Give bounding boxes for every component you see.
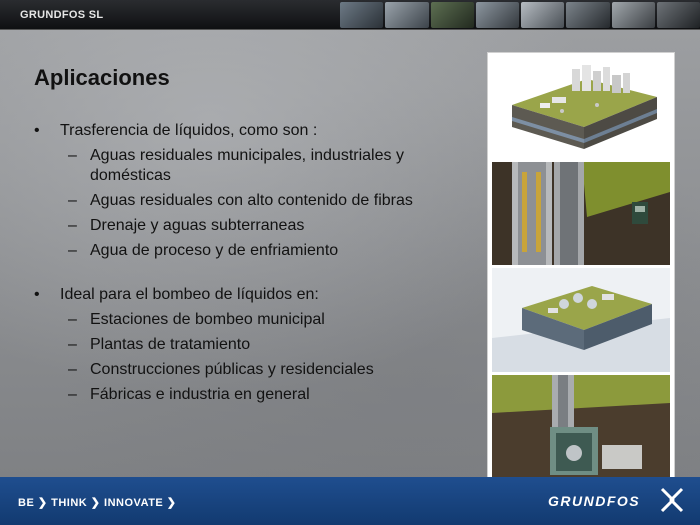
- sub-item-text: Plantas de tratamiento: [90, 336, 251, 353]
- dash-mark: –: [68, 311, 77, 328]
- dash-mark: –: [68, 147, 77, 164]
- sub-item-text: Aguas residuales con alto contenido de fibras: [90, 192, 413, 209]
- treatment-plant-image: [492, 268, 670, 372]
- dash-mark: –: [68, 242, 77, 259]
- brand-name: GRUNDFOS SL: [20, 9, 104, 21]
- bullet-item: [34, 121, 474, 141]
- sub-item-text: Aguas residuales municipales, industriales y domésticas: [90, 147, 404, 184]
- sub-item-text: Fábricas e industria en general: [90, 386, 310, 403]
- top-bar: [0, 0, 700, 30]
- dash-mark: –: [68, 217, 77, 234]
- sub-item: [34, 241, 474, 261]
- bullet-item: [34, 285, 474, 305]
- sub-item-text: Drenaje y aguas subterraneas: [90, 217, 305, 234]
- slide-content: [34, 121, 474, 405]
- pump-pit-image: [492, 375, 670, 483]
- sub-item: [34, 335, 474, 355]
- slide-area: [0, 30, 700, 477]
- sub-item: [34, 216, 474, 236]
- bullet-text: Trasferencia de líquidos, como son :: [60, 122, 318, 139]
- sub-item-text: Estaciones de bombeo municipal: [90, 311, 325, 328]
- dash-mark: –: [68, 192, 77, 209]
- dash-mark: –: [68, 386, 77, 403]
- header-photo-strip: [340, 2, 700, 28]
- dash-mark: –: [68, 336, 77, 353]
- grundfos-x-logo-icon: [658, 485, 686, 515]
- image-column: [487, 52, 675, 489]
- bullet-text: Ideal para el bombeo de líquidos en:: [60, 286, 319, 303]
- pump-station-image: [492, 162, 670, 265]
- sub-item-text: Construcciones públicas y residenciales: [90, 361, 374, 378]
- sub-item: [34, 191, 474, 211]
- bullet-mark: •: [34, 286, 40, 303]
- sub-item: [34, 385, 474, 405]
- grundfos-logo-text: GRUNDFOS: [548, 493, 641, 509]
- sub-item: [34, 146, 474, 186]
- city-cutaway-image: [492, 57, 670, 159]
- sub-item: [34, 360, 474, 380]
- bullet-mark: •: [34, 122, 40, 139]
- tagline: BE ❯ THINK ❯ INNOVATE ❯: [18, 497, 177, 509]
- sub-item: [34, 310, 474, 330]
- dash-mark: –: [68, 361, 77, 378]
- sub-item-text: Agua de proceso y de enfriamiento: [90, 242, 339, 259]
- footer-bar: [0, 477, 700, 525]
- slide-title: Aplicaciones: [34, 65, 170, 90]
